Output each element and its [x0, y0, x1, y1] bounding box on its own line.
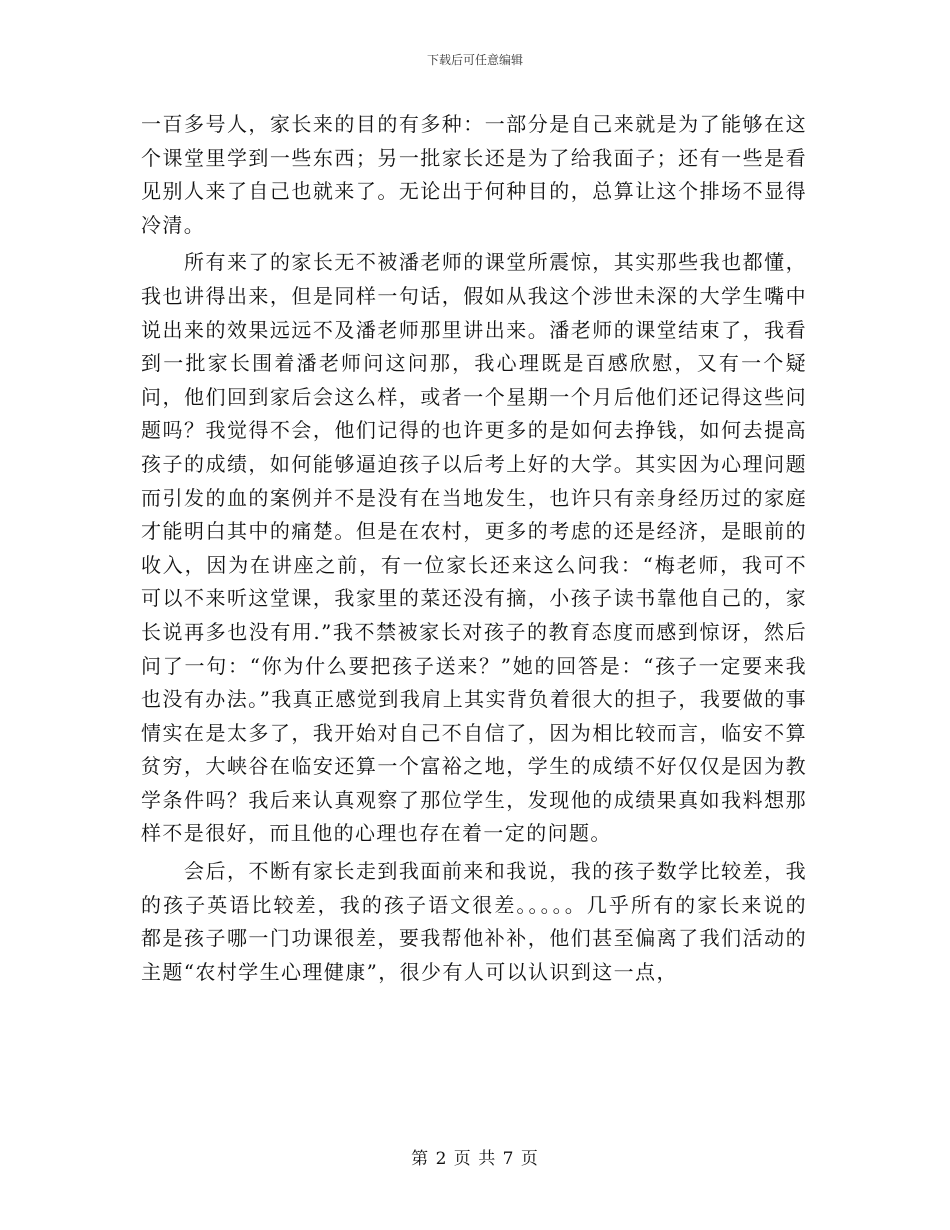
- paragraph-3: 会后，不断有家长走到我面前来和我说，我的孩子数学比较差，我的孩子英语比较差，我的孩子语文很差。。。。。几乎所有的家长来说的都是孩子哪一门功课很差，要我帮他补补，他们甚至偏离了我们活动的主题“农村学生心理健康”，很少有人可以认识到这一点，: [141, 859, 807, 984]
- paragraph-2: 所有来了的家长无不被潘老师的课堂所震惊，其实那些我也都懂，我也讲得出来，但是同样一句话，假如从我这个涉世未深的大学生嘴中说出来的效果远远不及潘老师那里讲出来。潘老师的课堂结束了，我看到一批家长围着潘老师问这问那，我心理既是百感欣慰，又有一个疑问，他们回到家后会这么样，或者一个星期一个月后他们还记得这些问题吗？我觉得不会，他们记得的也许更多的是如何去挣钱，如何去提高孩子的成绩，如何能够逼迫孩子以后考上好的大学。其实因为心理问题而引发的血的案例并不是没有在当地发生，也许只有亲身经历过的家庭才能明白其中的痛楚。但是在农村，更多的考虑的还是经济，是眼前的收入，因为在讲座之前，有一位家长还来这么问我：“梅老师，我可不可以不来听这堂课，我家里的菜还没有摘，小孩子读书靠他自己的，家长说再多也没有用.”我不禁被家长对孩子的教育态度而感到惊讶，然后问了一句：“你为什么要把孩子送来？”她的回答是：“孩子一定要来我也没有办法。”我真正感觉到我肩上其实背负着很大的担子，我要做的事情实在是太多了，我开始对自己不自信了，因为相比较而言，临安不算贫穷，大峡谷在临安还算一个富裕之地，学生的成绩不好仅仅是因为教学条件吗？我后来认真观察了那位学生，发现他的成绩果真如我料想那样不是很好，而且他的心理也存在着一定的问题。: [141, 250, 807, 846]
- page-header-note: 下载后可任意编辑: [426, 53, 523, 67]
- footer-prefix: 第: [411, 1149, 430, 1169]
- footer-suffix: 页: [520, 1149, 539, 1169]
- total-pages-number: 7: [502, 1149, 515, 1169]
- paragraph-1: 一百多号人，家长来的目的有多种：一部分是自己来就是为了能够在这个课堂里学到一些东西；另一批家长还是为了给我面子；还有一些是看见别人来了自己也就来了。无论出于何种目的，总算让这个排场不显得冷清。: [141, 112, 807, 237]
- page-number-footer: [0, 1148, 950, 1170]
- document-body: [141, 108, 807, 989]
- current-page-number: 2: [435, 1149, 448, 1169]
- footer-middle: 页 共: [453, 1149, 497, 1169]
